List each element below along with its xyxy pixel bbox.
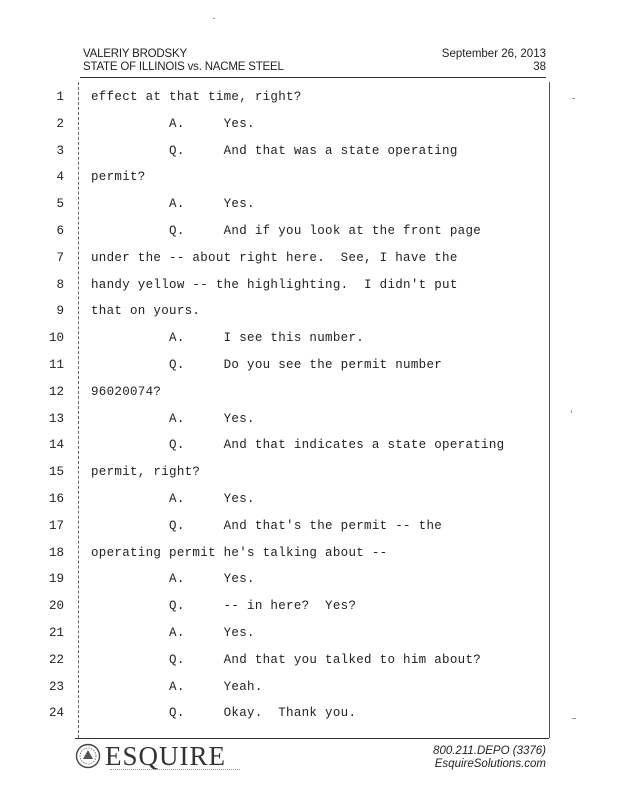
- line-number: 7: [56, 250, 64, 265]
- line-number: 2: [56, 116, 64, 131]
- line-number: 24: [48, 706, 64, 721]
- line-number: 11: [48, 358, 64, 372]
- line-text: A. Yes.: [91, 572, 255, 587]
- header-rule: [80, 77, 546, 78]
- transcript-line: [0, 245, 619, 271]
- line-number: 1: [56, 90, 64, 104]
- line-text: permit?: [91, 170, 146, 185]
- transcript-line: [0, 647, 619, 673]
- line-text: Q. And that was a state operating: [91, 143, 458, 158]
- line-number: 4: [56, 170, 64, 185]
- transcript-line: [0, 540, 619, 566]
- line-text: A. Yes.: [91, 197, 255, 212]
- transcript-line: [0, 486, 619, 512]
- line-number: 21: [48, 626, 64, 640]
- line-text: A. Yes.: [91, 411, 255, 426]
- transcript-line: [0, 620, 619, 646]
- line-number: 19: [48, 572, 64, 587]
- line-number: 20: [48, 599, 64, 614]
- esquire-logo: [75, 740, 226, 772]
- transcript-line: [0, 352, 619, 378]
- header-right: [442, 48, 546, 74]
- line-number: 17: [48, 518, 64, 533]
- line-text: Q. And that you talked to him about?: [91, 652, 482, 667]
- scan-speck: [571, 410, 572, 413]
- line-number: 18: [48, 545, 64, 560]
- line-text: Q. And if you look at the front page: [91, 224, 482, 238]
- line-text: Q. Okay. Thank you.: [91, 706, 357, 721]
- transcript-line: [0, 432, 619, 458]
- line-text: 96020074?: [91, 384, 162, 399]
- scan-speck: [572, 98, 575, 99]
- line-text: under the -- about right here. See, I have the: [91, 250, 458, 265]
- line-text: A. Yes.: [91, 492, 255, 506]
- transcript-line: [0, 272, 619, 298]
- logo-text: ESQUIRE: [105, 740, 226, 771]
- footer-website: EsquireSolutions.com: [434, 758, 546, 770]
- line-text: that on yours.: [91, 304, 201, 319]
- line-text: handy yellow -- the highlighting. I didn't put: [91, 277, 458, 292]
- line-number: 22: [48, 652, 64, 667]
- footer-contact: [433, 745, 546, 771]
- header-left: [83, 48, 284, 74]
- transcript-line: [0, 674, 619, 700]
- case-caption: STATE OF ILLINOIS vs. NACME STEEL: [83, 61, 284, 73]
- line-number: 9: [56, 304, 64, 319]
- line-text: Q. Do you see the permit number: [91, 358, 443, 372]
- line-number: 6: [56, 224, 64, 238]
- footer-rule: [75, 738, 549, 739]
- scan-speck: [213, 18, 215, 19]
- scan-speck: [572, 718, 576, 719]
- line-number: 16: [48, 492, 64, 506]
- line-number: 23: [48, 679, 64, 694]
- transcript-line: [0, 593, 619, 619]
- transcript-line: [0, 406, 619, 432]
- line-text: A. Yeah.: [91, 679, 263, 694]
- logo-underline: [110, 769, 240, 770]
- line-text: A. Yes.: [91, 116, 255, 131]
- line-text: Q. -- in here? Yes?: [91, 599, 357, 614]
- deposition-date: September 26, 2013: [441, 48, 546, 60]
- transcript-line: [0, 164, 619, 190]
- line-text: A. I see this number.: [91, 331, 365, 346]
- line-text: Q. And that's the permit -- the: [91, 518, 443, 533]
- transcript-line: [0, 459, 619, 485]
- line-number: 8: [56, 277, 64, 292]
- transcript-line: [0, 700, 619, 726]
- transcript-line: [0, 379, 619, 405]
- transcript-line: [0, 218, 619, 244]
- transcript-line: [0, 513, 619, 539]
- line-text: effect at that time, right?: [91, 90, 302, 104]
- line-text: Q. And that indicates a state operating: [91, 438, 505, 453]
- line-number: 15: [48, 465, 64, 480]
- transcript-line: [0, 138, 619, 164]
- line-text: operating permit he's talking about --: [91, 545, 388, 560]
- transcript-line: [0, 84, 619, 110]
- line-text: A. Yes.: [91, 626, 255, 640]
- transcript-line: [0, 191, 619, 217]
- witness-name: VALERIY BRODSKY: [83, 48, 187, 60]
- page-number: 38: [533, 61, 546, 73]
- line-number: 10: [48, 331, 64, 346]
- line-text: permit, right?: [91, 465, 201, 480]
- transcript-line: [0, 111, 619, 137]
- line-number: 13: [48, 411, 64, 426]
- line-number: 12: [48, 384, 64, 399]
- footer-phone: 800.211.DEPO (3376): [433, 745, 546, 757]
- esquire-seal-icon: [75, 743, 101, 769]
- line-number: 14: [48, 438, 64, 453]
- transcript-line: [0, 325, 619, 351]
- transcript-line: [0, 566, 619, 592]
- transcript-line: [0, 298, 619, 324]
- line-number: 5: [56, 197, 64, 212]
- line-number: 3: [56, 143, 64, 158]
